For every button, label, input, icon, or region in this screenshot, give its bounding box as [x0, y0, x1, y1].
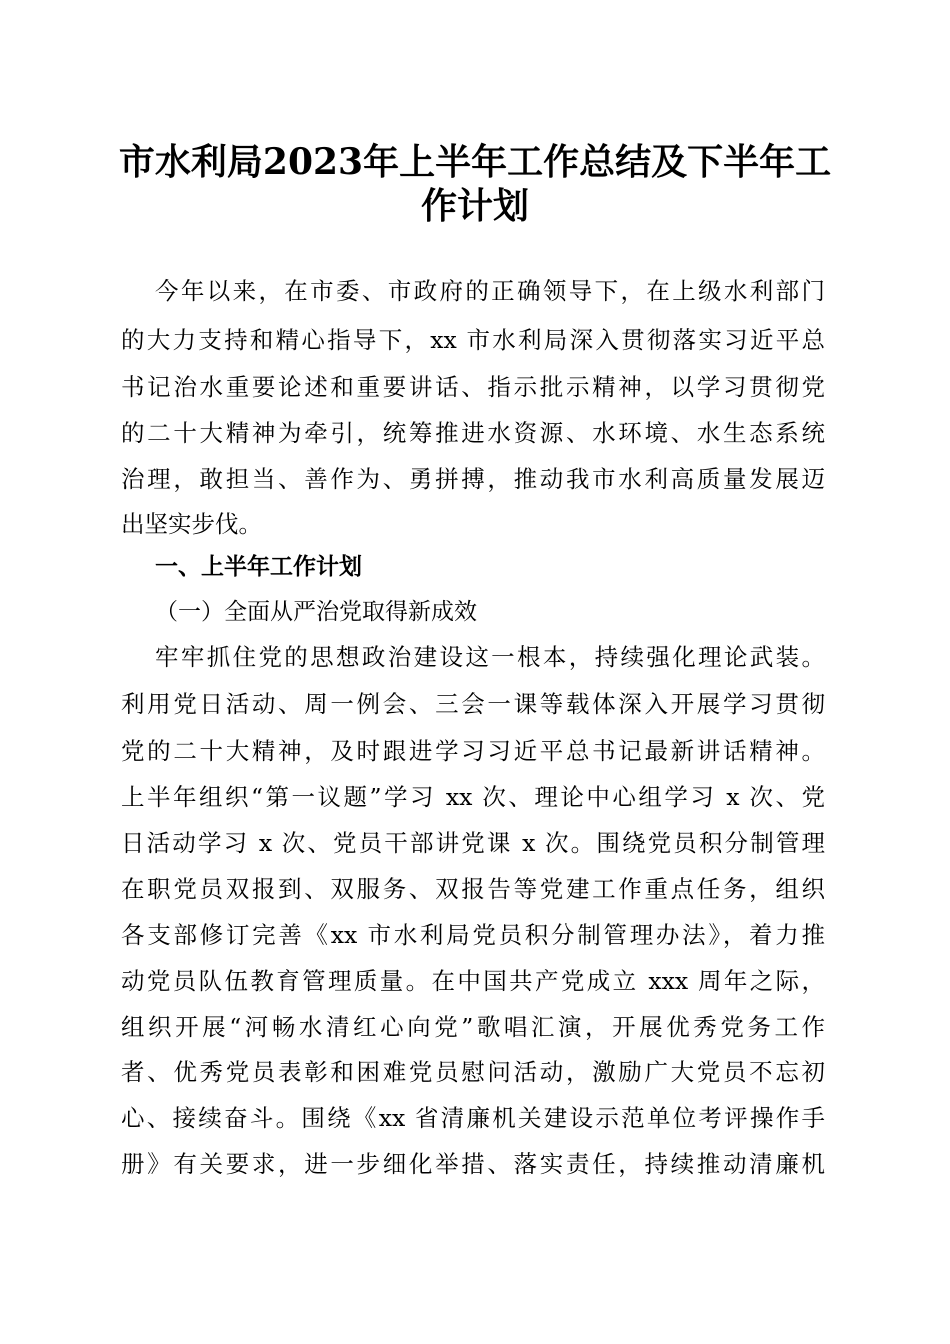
intro-paragraph-line: 治理，敢担当、善作为、勇拼搏，推动我市水利高质量发展迈	[121, 465, 825, 493]
body-paragraph-line: 利用党日活动、周一例会、三会一课等载体深入开展学习贯彻	[121, 690, 825, 718]
section-heading: 一、上半年工作计划	[155, 554, 362, 580]
body-paragraph-line: 组织开展“河畅水清红心向党”歌唱汇演，开展优秀党务工作	[121, 1013, 825, 1041]
intro-paragraph-line: 的二十大精神为牵引，统筹推进水资源、水环境、水生态系统	[121, 419, 825, 447]
intro-paragraph-line: 的大力支持和精心指导下，xx 市水利局深入贯彻落实习近平总	[121, 326, 825, 354]
document-title-line-1: 市水利局2023年上半年工作总结及下半年工	[118, 141, 832, 183]
intro-paragraph-line: 出坚实步伐。	[121, 510, 262, 538]
body-paragraph-line: 上半年组织“第一议题”学习 xx 次、理论中心组学习 x 次、党	[121, 783, 825, 811]
body-paragraph-line: 日活动学习 x 次、党员干部讲党课 x 次。围绕党员积分制管理	[121, 829, 825, 857]
body-paragraph-line: 心、接续奋斗。围绕《xx 省清廉机关建设示范单位考评操作手	[121, 1104, 825, 1132]
body-paragraph-line: 动党员队伍教育管理质量。在中国共产党成立 xxx 周年之际，	[121, 967, 825, 995]
subsection-heading: （一）全面从严治党取得新成效	[155, 599, 477, 625]
body-paragraph-line: 在职党员双报到、双服务、双报告等党建工作重点任务，组织	[121, 875, 825, 903]
document-title-line-2: 作计划	[420, 185, 529, 227]
body-paragraph-line: 各支部修订完善《xx 市水利局党员积分制管理办法》，着力推	[121, 921, 825, 949]
intro-paragraph-line: 书记治水重要论述和重要讲话、指示批示精神，以学习贯彻党	[121, 373, 825, 401]
body-paragraph-line: 党的二十大精神，及时跟进学习习近平总书记最新讲话精神。	[121, 737, 825, 765]
body-paragraph-line: 者、优秀党员表彰和困难党员慰问活动，激励广大党员不忘初	[121, 1058, 825, 1086]
intro-paragraph-line: 今年以来，在市委、市政府的正确领导下，在上级水利部门	[155, 277, 825, 305]
body-paragraph-line: 册》有关要求，进一步细化举措、落实责任，持续推动清廉机	[121, 1150, 825, 1178]
body-paragraph-line: 牢牢抓住党的思想政治建设这一根本，持续强化理论武装。	[155, 643, 825, 671]
